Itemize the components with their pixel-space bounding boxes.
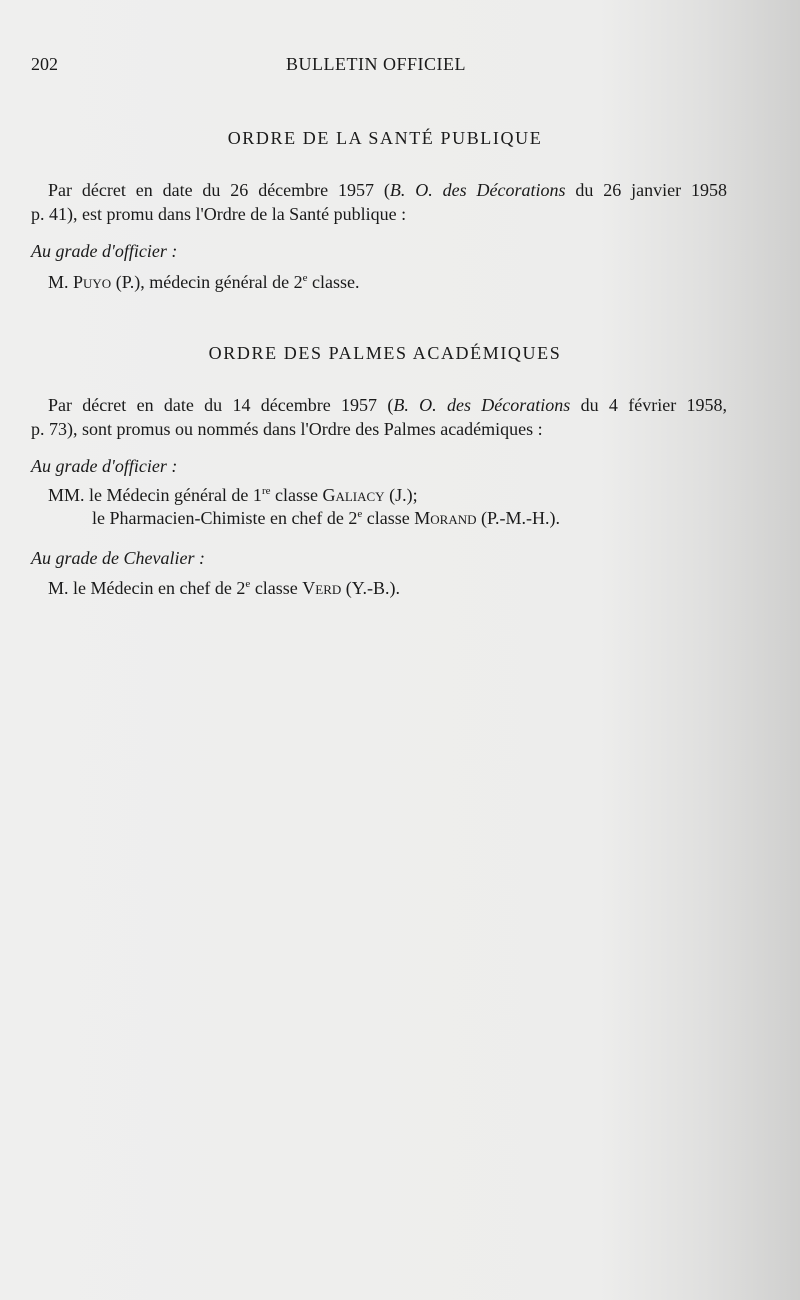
entry-text: (J.); xyxy=(384,485,418,505)
superscript: e xyxy=(245,578,251,590)
entry-text: classe xyxy=(270,485,323,505)
person-name: Puyo xyxy=(73,272,112,292)
decree-text: du 26 janvier 1958 xyxy=(565,180,727,200)
decree-paragraph-palmes xyxy=(31,393,727,441)
entry-text: M. le Médecin en chef de 2 xyxy=(48,578,246,598)
decree-text: Par décret en date du 14 décembre 1957 ( xyxy=(48,395,394,415)
decree-line xyxy=(31,178,727,202)
grade-heading-officier: Au grade d'officier : xyxy=(31,456,178,476)
entry-text: (P.-M.-H.). xyxy=(476,508,561,528)
decree-line: p. 41), est promu dans l'Ordre de la Santé publique : xyxy=(31,204,407,224)
section-title-sante-publique: ORDRE DE LA SANTÉ PUBLIQUE xyxy=(227,128,543,148)
nomination-entry xyxy=(48,485,418,506)
entry-text: le Pharmacien-Chimiste en chef de 2 xyxy=(92,508,358,528)
section-title-palmes-academiques: ORDRE DES PALMES ACADÉMIQUES xyxy=(208,343,562,363)
nomination-entry xyxy=(92,508,560,529)
nomination-entry xyxy=(48,272,360,293)
entry-text: (Y.-B.). xyxy=(341,578,400,598)
person-name: Morand xyxy=(414,508,477,528)
decree-line xyxy=(31,393,727,417)
decree-reference: B. O. des Décorations xyxy=(389,180,566,200)
entry-prefix: M. xyxy=(48,272,69,292)
decree-line: p. 73), sont promus ou nommés dans l'Ordre des Palmes académiques : xyxy=(31,419,543,439)
superscript: re xyxy=(261,485,271,497)
entry-text: (P.), médecin général de 2 xyxy=(111,272,303,292)
running-header xyxy=(0,54,800,78)
decree-text: Par décret en date du 26 décembre 1957 ( xyxy=(48,180,390,200)
entry-text: classe. xyxy=(307,272,360,292)
nomination-entry xyxy=(48,578,400,599)
superscript: e xyxy=(357,508,363,520)
person-name: Verd xyxy=(302,578,342,598)
decree-paragraph-sante xyxy=(31,178,727,226)
decree-reference: B. O. des Décorations xyxy=(393,395,571,415)
person-name: Galiacy xyxy=(322,485,385,505)
entry-text: classe xyxy=(362,508,415,528)
superscript: e xyxy=(302,272,308,284)
grade-heading-chevalier: Au grade de Chevalier : xyxy=(31,548,205,568)
grade-heading-officier: Au grade d'officier : xyxy=(31,241,178,261)
decree-text: du 4 février 1958, xyxy=(570,395,728,415)
entry-text: MM. le Médecin général de 1 xyxy=(48,485,262,505)
page-number: 202 xyxy=(31,54,58,74)
entry-text: classe xyxy=(250,578,303,598)
publication-title: BULLETIN OFFICIEL xyxy=(286,54,466,74)
